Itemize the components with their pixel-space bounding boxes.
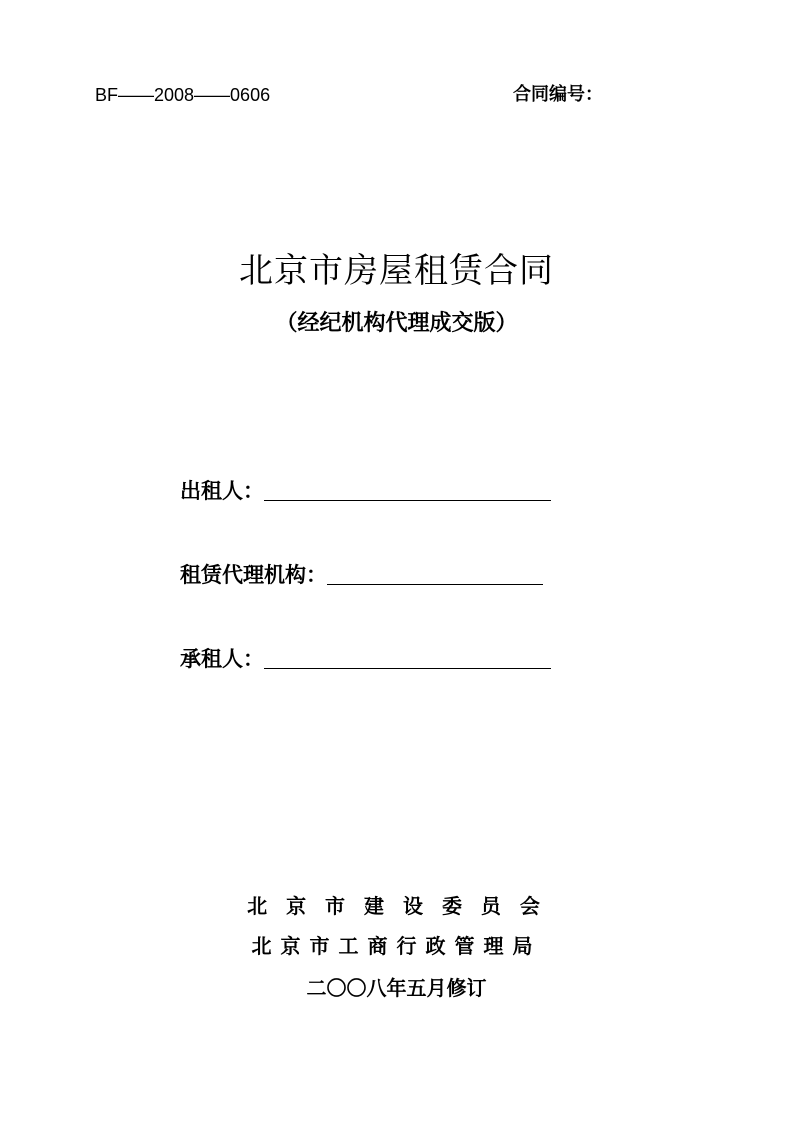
agency-row bbox=[180, 562, 543, 588]
contract-number-label: 合同编号： bbox=[513, 84, 603, 105]
issuer-construction-commission: 北 京 市 建 设 委 员 会 bbox=[247, 894, 546, 918]
lessor-fill-line[interactable] bbox=[264, 480, 551, 501]
revision-date: 二〇〇八年五月修订 bbox=[306, 976, 487, 1000]
lessee-label: 承租人： bbox=[180, 647, 264, 671]
agency-label: 租赁代理机构： bbox=[180, 563, 327, 587]
document-code: BF——2008——0606 bbox=[95, 85, 271, 105]
page-subtitle: （经纪机构代理成交版） bbox=[275, 311, 518, 336]
lessee-row bbox=[180, 646, 551, 672]
lessor-row bbox=[180, 478, 551, 504]
page-title: 北京市房屋租赁合同 bbox=[239, 251, 554, 291]
agency-fill-line[interactable] bbox=[327, 564, 543, 585]
issuer-industry-commerce-bureau: 北京市工商行政管理局 bbox=[251, 934, 542, 958]
lessee-fill-line[interactable] bbox=[264, 648, 551, 669]
lessor-label: 出租人： bbox=[180, 479, 264, 503]
